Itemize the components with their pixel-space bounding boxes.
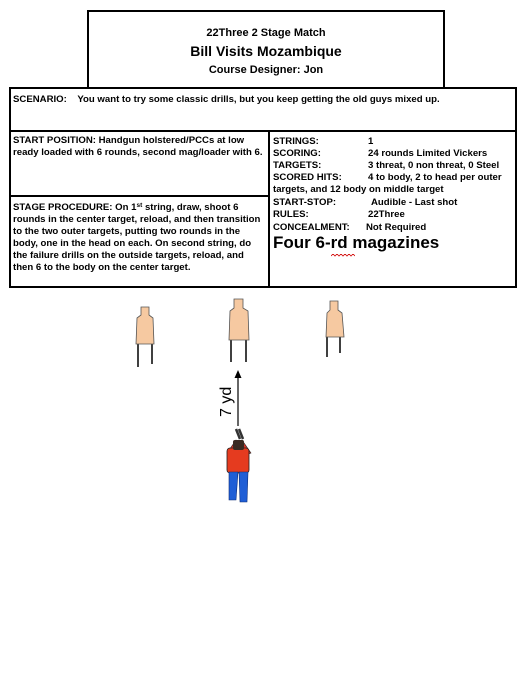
distance-arrow <box>235 370 242 426</box>
spellcheck-squiggle <box>331 254 355 258</box>
stage-procedure-sup: st <box>136 202 143 209</box>
concealment-value: Not Required <box>366 222 427 233</box>
stage-info-box <box>268 130 517 288</box>
strings-value: 1 <box>368 136 374 147</box>
scenario-body: You want to try some classic drills, but you keep getting the old guys mixed up. <box>77 94 440 105</box>
concealment-label: CONCEALMENT: <box>273 222 350 233</box>
header-box <box>87 10 445 89</box>
target-center <box>229 299 249 362</box>
targets-value: 3 threat, 0 non threat, 0 Steel <box>368 160 500 171</box>
distance-label: 7 yd <box>218 386 235 417</box>
stage-diagram <box>0 290 526 520</box>
scored-hits-continued: targets, and 12 body on middle target <box>273 184 444 195</box>
targets-label: TARGETS: <box>273 160 322 171</box>
scoring-label: SCORING: <box>273 148 321 159</box>
stage-procedure-text <box>13 202 265 274</box>
start-position-box <box>9 130 270 197</box>
strings-label: STRINGS: <box>273 136 319 147</box>
scored-hits-value: 4 to body, 2 to head per outer <box>368 172 502 183</box>
scenario-text <box>13 94 440 106</box>
target-right <box>326 301 344 357</box>
target-left <box>136 307 154 367</box>
start-position-text: START POSITION: Handgun holstered/PCCs at low ready loaded with 6 rounds, second mag/loader with 6. <box>13 135 263 158</box>
match-subtitle: 22Three 2 Stage Match <box>206 27 326 39</box>
stage-title: Bill Visits Mozambique <box>190 43 342 59</box>
magazines-note: Four 6-rd magazines <box>273 233 440 252</box>
rules-label: RULES: <box>273 209 309 220</box>
course-designer: Course Designer: Jon <box>208 64 324 76</box>
start-stop-label: START-STOP: <box>273 197 337 208</box>
scenario-box <box>9 87 517 132</box>
start-stop-value: Audible - Last shot <box>371 197 458 208</box>
shooter-figure <box>227 429 251 502</box>
rules-value: 22Three <box>368 209 405 220</box>
scored-hits-label: SCORED HITS: <box>273 172 342 183</box>
stage-procedure-body: string, draw, shoot 6 rounds in the center target, reload, and then transition to the two outer targets, putting two rounds in the body, one in the head on each. On second string, do the failure drills on the outside targets, reload, and then 6 to the body on the center target. <box>13 202 261 273</box>
stage-procedure-label: STAGE PROCEDURE: On 1 <box>13 202 137 213</box>
scenario-label: SCENARIO: <box>13 94 67 105</box>
scoring-value: 24 rounds Limited Vickers <box>368 148 488 159</box>
stage-procedure-box <box>9 195 270 288</box>
